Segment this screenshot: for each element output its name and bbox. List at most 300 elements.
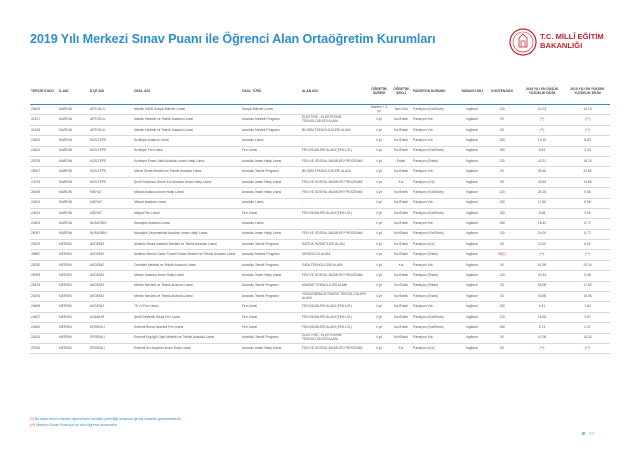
table-cell: 24.23 — [519, 105, 565, 115]
table-cell: Pansiyon (Erkek) — [412, 292, 459, 302]
table-row — [30, 292, 610, 302]
table-cell: Pansiyon (Kız/Erkek) — [412, 323, 459, 333]
table-cell: 4 yıl — [368, 271, 390, 281]
table-cell: Pansiyon (Kız) — [412, 177, 459, 187]
table-cell: Kız — [390, 260, 412, 270]
column-header: İL ADI — [58, 78, 89, 105]
table-cell: Midyat Anadolu Lisesi — [133, 198, 241, 208]
table-cell: FEN BİLİMLERİ ALANI (FEN LİS.) — [301, 323, 368, 333]
table-cell: 24607 — [30, 312, 58, 322]
table-cell: MARDİN — [58, 105, 89, 115]
table-cell: 4 yıl — [368, 281, 390, 291]
table-cell: FEN VE SOSYAL BİLİMLER PROGRAMI — [301, 229, 368, 239]
table-cell: 50 — [485, 125, 519, 135]
table-cell: 24812 — [30, 146, 58, 156]
table-cell: Pansiyon (Kız) — [412, 343, 459, 353]
table-cell: Pansiyon Yok — [412, 302, 459, 312]
table-cell: Kız/Erkek — [390, 292, 412, 302]
column-header: İLÇE ADI — [89, 78, 133, 105]
table-cell: 4 yıl — [368, 229, 390, 239]
table-row — [30, 156, 610, 166]
table-cell: KIZILTEPE — [89, 167, 133, 177]
table-cell: Erdemli Borsa İstanbul Fen Lisesi — [133, 323, 241, 333]
table-cell: Sosyal Bilimler Lisesi — [241, 105, 301, 115]
table-cell: 150 — [485, 146, 519, 156]
table-cell: MERSİN — [58, 271, 89, 281]
table-cell: 150 — [485, 219, 519, 229]
table-cell: MERSİN — [58, 312, 89, 322]
table-cell: FEN BİLİMLERİ ALANI (FEN LİS.) — [301, 312, 368, 322]
table-cell: Tam Gün — [390, 105, 412, 115]
table-cell: Kız/Erkek — [390, 136, 412, 146]
table-cell: MERSİN — [58, 281, 89, 291]
table-cell: Anadolu Lisesi — [241, 198, 301, 208]
table-row — [30, 177, 610, 187]
table-cell: Kız/Erkek — [390, 312, 412, 322]
table-cell: MARDİN — [58, 208, 89, 218]
table-row — [30, 167, 610, 177]
table-cell: 34.44 — [519, 271, 565, 281]
table-row — [30, 323, 610, 333]
table-cell: 17.60 — [519, 198, 565, 208]
table-cell: 31517 — [30, 115, 58, 125]
table-cell: NUSAYBİN — [89, 229, 133, 239]
table-cell: Fen Lisesi — [241, 146, 301, 156]
table-cell: Şehit Seyitmus Demir Kız Anadolu İmam Hatip Lisesi — [133, 177, 241, 187]
table-cell: 25793 — [30, 156, 58, 166]
table-cell: MARDİN — [58, 229, 89, 239]
table-cell: 53.68 — [519, 292, 565, 302]
table-cell: İngilizce — [459, 219, 485, 229]
table-cell: (**) — [519, 115, 565, 125]
table-cell: 55.98 — [519, 281, 565, 291]
table-cell: 25229 — [30, 240, 58, 250]
table-cell: 18.42 — [519, 219, 565, 229]
table-cell: - — [301, 219, 368, 229]
table-cell: 24.00 — [519, 229, 565, 239]
table-cell: Anadolu Meslek Programı — [241, 115, 301, 125]
table-cell: 4 yıl — [368, 302, 390, 312]
column-header: YABANCI DİLİ — [459, 78, 485, 105]
table-cell: ELEKTRİK - ELEKTRONİK TEKNOLOJİLERİ ALANI — [301, 333, 368, 343]
column-header: ALAN ADI — [301, 78, 368, 105]
table-cell: 90(*) — [485, 250, 519, 260]
table-cell: Midyat Fen Lisesi — [133, 208, 241, 218]
table-cell: 4 yıl — [368, 208, 390, 218]
table-cell: 25402 — [30, 105, 58, 115]
table-cell: 15.20 — [565, 333, 610, 343]
table-cell: 120 — [485, 271, 519, 281]
table-cell: ANAMUR — [89, 312, 133, 322]
table-cell: Midyat Anadolu İmam Hatip Lisesi — [133, 188, 241, 198]
table-cell: ERDEMLİ — [89, 333, 133, 343]
table-cell: DENİZCİLİK ALANI — [301, 250, 368, 260]
table-cell: İngilizce — [459, 115, 485, 125]
table-cell: İngilizce — [459, 260, 485, 270]
table-cell: 1.63 — [565, 302, 610, 312]
table-cell: Anadolu İmam Hatip Lisesi — [241, 177, 301, 187]
table-cell: Pansiyon Yok — [412, 136, 459, 146]
table-cell: FEN VE SOSYAL BİLİMLER PROGRAMI — [301, 156, 368, 166]
table-row — [30, 240, 610, 250]
table-cell: Kız/Erkek — [390, 281, 412, 291]
table-cell: KIZILTEPE — [89, 177, 133, 187]
table-cell: Pansiyon Yok — [412, 167, 459, 177]
column-header: OKUL ADI — [133, 78, 241, 105]
column-header: KONTENJANI — [485, 78, 519, 105]
ministry-logo-icon — [508, 25, 538, 59]
table-cell: 4 yıl — [368, 156, 390, 166]
table-cell: Anadolu Teknik Programı — [241, 292, 301, 302]
table-cell: Pansiyon (Kız/Erkek) — [412, 146, 459, 156]
table-cell: İngilizce — [459, 302, 485, 312]
table-cell: Anadolu Lisesi — [241, 136, 301, 146]
page-marker-icon — [582, 432, 585, 435]
table-cell: Akdeniz Borsa İstanbul Mesleki ve Teknik Anadolu Lisesi — [133, 240, 241, 250]
table-cell: Anadolu İmam Hatip Lisesi — [241, 188, 301, 198]
table-cell: 4 yıl — [368, 115, 390, 125]
column-header: 2019 YILI EN YÜKSEK YÜZDELİK DİLİM — [565, 78, 610, 105]
table-cell: 8.73 — [519, 323, 565, 333]
table-cell: FEN VE SOSYAL BİLİMLER PROGRAMI — [301, 177, 368, 187]
table-cell: İngilizce — [459, 208, 485, 218]
table-cell: 150 — [485, 302, 519, 312]
table-cell: (**) — [519, 250, 565, 260]
table-cell: 30 — [485, 240, 519, 250]
table-cell: 4 yıl — [368, 198, 390, 208]
table-cell: İngilizce — [459, 177, 485, 187]
table-row — [30, 208, 610, 218]
table-cell: 4 yıl — [368, 260, 390, 270]
table-cell: Anadolu Meslek Programı — [241, 125, 301, 135]
table-cell: İngilizce — [459, 312, 485, 322]
table-cell: MARDİN — [58, 125, 89, 135]
table-cell: BİLİŞİM TEKNOLOJİLERİ ALANI — [301, 167, 368, 177]
table-cell: AKDENİZ — [89, 240, 133, 250]
table-cell: İngilizce — [459, 271, 485, 281]
table-cell: MERSİN — [58, 323, 89, 333]
table-cell: İngilizce — [459, 125, 485, 135]
table-cell: 4 yıl — [368, 343, 390, 353]
table-cell: MARDİN — [58, 188, 89, 198]
table-cell: 4 yıl — [368, 333, 390, 343]
table-cell: İngilizce — [459, 167, 485, 177]
page-title: 2019 Yılı Merkezi Sınav Puanı ile Öğrenci Alan Ortaöğretim Kurumları — [30, 32, 436, 46]
ministry-line-2: BAKANLIĞI — [540, 41, 583, 50]
table-cell: (**) — [519, 125, 565, 135]
table-cell: Kızıltepe Ensar Vakfı Anadolu İmam Hatip Lisesi — [133, 156, 241, 166]
table-cell: 4 yıl — [368, 125, 390, 135]
table-cell: Pansiyon (Erkek) — [412, 156, 459, 166]
table-cell: 14.19 — [565, 105, 610, 115]
table-cell: 15.48 — [519, 312, 565, 322]
table-cell: Erkek — [390, 156, 412, 166]
table-cell: Anadolu İmam Hatip Lisesi — [241, 229, 301, 239]
table-cell: KIZILTEPE — [89, 146, 133, 156]
table-cell: 150 — [485, 136, 519, 146]
table-cell: FEN VE SOSYAL BİLİMLER PROGRAMI — [301, 271, 368, 281]
table-row — [30, 260, 610, 270]
table-cell: 75.Yıl Fen Lisesi — [133, 302, 241, 312]
table-row — [30, 312, 610, 322]
table-cell: 25784 — [30, 343, 58, 353]
table-cell: MARDİN — [58, 167, 89, 177]
table-cell: 8.72 — [565, 229, 610, 239]
table-cell: 8.86 — [565, 198, 610, 208]
table-cell: FEN VE SOSYAL BİLİMLER PROGRAMI — [301, 343, 368, 353]
table-cell: Kız/Erkek — [390, 167, 412, 177]
table-cell: - — [301, 136, 368, 146]
table-cell: 24.18 — [519, 188, 565, 198]
table-cell: 6.72 — [565, 219, 610, 229]
table-body — [30, 105, 610, 354]
table-cell: AKDENİZ — [89, 292, 133, 302]
table-cell: 4 yıl — [368, 312, 390, 322]
table-row — [30, 115, 610, 125]
column-header: PANSİYON DURUMU — [412, 78, 459, 105]
table-cell: İngilizce — [459, 198, 485, 208]
table-cell: 60 — [485, 343, 519, 353]
table-cell: Anadolu Lisesi — [241, 219, 301, 229]
table-cell: 120 — [485, 156, 519, 166]
table-cell: İngilizce — [459, 105, 485, 115]
table-cell: Anadolu Teknik Programı — [241, 260, 301, 270]
table-cell: 150 — [485, 208, 519, 218]
table-cell: 61.95 — [519, 260, 565, 270]
table-cell: - — [301, 105, 368, 115]
table-cell: MİDYAT — [89, 188, 133, 198]
table-row — [30, 250, 610, 260]
table-cell: MERSİN — [58, 250, 89, 260]
table-cell: Kız/Erkek — [390, 219, 412, 229]
table-cell: 4 yıl — [368, 188, 390, 198]
table-cell: AKDENİZ — [89, 281, 133, 291]
table-cell: Akdeniz Mersin Deniz Ticaret Odası Mesleki ve Teknik Anadolu Lisesi — [133, 250, 241, 260]
table-cell: 24612 — [30, 208, 58, 218]
table-cell: Kız/Erkek — [390, 302, 412, 312]
table-cell: Mardin Mesleki ve Teknik Anadolu Lisesi — [133, 125, 241, 135]
table-cell: 25234 — [30, 292, 58, 302]
table-row — [30, 271, 610, 281]
table-cell: AKDENİZ — [89, 271, 133, 281]
table-cell: Pansiyon (Kız) — [412, 240, 459, 250]
ministry-line-1: T.C. MİLLÎ EĞİTİM — [540, 32, 604, 41]
table-cell: GIDA TEKNOLOJİSİ ALANI — [301, 260, 368, 270]
table-cell: Hazırlık + 4 yıl — [368, 105, 390, 115]
column-header: 2019 YILI EN DÜŞÜK YÜZDELİK DİLİM — [519, 78, 565, 105]
table-cell: 8.89 — [565, 136, 610, 146]
table-cell: 4 yıl — [368, 177, 390, 187]
table-row — [30, 188, 610, 198]
table-cell: Şehit Seyfettin Altıok Fen Lisesi — [133, 312, 241, 322]
table-cell: Kız — [390, 343, 412, 353]
table-cell: MARDİN — [58, 146, 89, 156]
table-cell: Kız/Erkek — [390, 271, 412, 281]
table-cell: 25527 — [30, 167, 58, 177]
page-footer — [582, 431, 594, 436]
table-cell: 90 — [485, 177, 519, 187]
table-cell: Nusaybin Anadolu Lisesi — [133, 219, 241, 229]
table-cell: Pansiyon Yok — [412, 333, 459, 343]
table-cell: AKDENİZ — [89, 250, 133, 260]
table-cell: 30 — [485, 292, 519, 302]
table-cell: 3.43 — [565, 146, 610, 156]
table-cell: 30 — [485, 281, 519, 291]
table-cell: Pansiyon (Kız/Erkek) — [412, 208, 459, 218]
table-cell: ELEKTRİK - ELEKTRONİK TEKNOLOJİLERİ ALANI — [301, 115, 368, 125]
table-cell: Anadolu Teknik Programı — [241, 281, 301, 291]
table-cell: 4 yıl — [368, 219, 390, 229]
table-cell: 8.58 — [519, 208, 565, 218]
page-number: 97 — [589, 431, 595, 436]
table-cell: 5.48 — [565, 271, 610, 281]
table-cell: (**) — [565, 125, 610, 135]
table-cell: MERSİN — [58, 292, 89, 302]
table-row — [30, 281, 610, 291]
table-cell: Kız/Erkek — [390, 115, 412, 125]
table-cell: 17.53 — [565, 281, 610, 291]
table-cell: Pansiyon Yok — [412, 260, 459, 270]
table-cell: 47.08 — [519, 333, 565, 343]
table-cell: MERSİN — [58, 333, 89, 343]
table-cell: - — [301, 198, 368, 208]
table-cell: 120 — [485, 188, 519, 198]
table-header-row — [30, 78, 610, 105]
table-cell: Kız/Erkek — [390, 333, 412, 343]
footnote-1-text: Bu alanı tercih edecek öğrencilerin mesleki yeterliliği sınavına girmiş olmaları gerekmektedir. — [33, 417, 182, 421]
table-cell: 4 yıl — [368, 146, 390, 156]
table-cell: 2.37 — [565, 323, 610, 333]
table-cell: ARTUKLU — [89, 125, 133, 135]
table-cell: 25.34 — [565, 260, 610, 270]
table-cell: İngilizce — [459, 343, 485, 353]
table-cell: Pansiyon (Kız/Erkek) — [412, 188, 459, 198]
table-cell: MAKİNE TEKNOLOJİSİ ALANI — [301, 281, 368, 291]
footnotes — [30, 416, 182, 428]
table-cell: 24640 — [30, 323, 58, 333]
table-cell: Fen Lisesi — [241, 323, 301, 333]
table-cell: Kız/Erkek — [390, 198, 412, 208]
table-cell: MARDİN — [58, 198, 89, 208]
ministry-name — [540, 32, 604, 50]
table-cell: İngilizce — [459, 229, 485, 239]
table-cell: 5.58 — [565, 188, 610, 198]
footnote-1-marker: (*) — [30, 417, 34, 421]
table-cell: 43.31 — [519, 156, 565, 166]
table-cell: Kız/Erkek — [390, 250, 412, 260]
table-cell: 30 — [485, 260, 519, 270]
table-cell: Pansiyon (Kız/Erkek) — [412, 312, 459, 322]
table-cell: 33.64 — [519, 177, 565, 187]
table-cell: 26098 — [30, 188, 58, 198]
table-cell: MARDİN — [58, 177, 89, 187]
table-cell: Kızıltepe Anadolu Lisesi — [133, 136, 241, 146]
table-cell: 25233 — [30, 281, 58, 291]
footnote-2-text: Merkezi Sınav Puanıyla bu okul öğrenci alınacaktır. — [35, 423, 118, 427]
table-cell: (**) — [565, 115, 610, 125]
table-cell: MARDİN — [58, 156, 89, 166]
table-cell: 30887 — [30, 250, 58, 260]
schools-table — [30, 78, 610, 354]
table-cell: Erdemli Kız Anadolu İmam Hatip Lisesi — [133, 343, 241, 353]
table-cell: 4.41 — [519, 302, 565, 312]
column-header: ÖĞRETİM SÜRESİ — [368, 78, 390, 105]
table-row — [30, 343, 610, 353]
table-cell: Kız/Erkek — [390, 323, 412, 333]
table-cell: BİLİŞİM TEKNOLOJİLERİ ALANI — [301, 125, 368, 135]
table-cell: 15.10 — [519, 136, 565, 146]
table-cell: Pansiyon (Erkek) — [412, 271, 459, 281]
table-cell: İngilizce — [459, 146, 485, 156]
table-cell: ARTUKLU — [89, 115, 133, 125]
column-header: OKUL TÜRÜ — [241, 78, 301, 105]
column-header: ÖĞRETİM ŞEKLİ — [390, 78, 412, 105]
table-cell: Anadolu Meslek Programı — [241, 250, 301, 260]
table-cell: ERDEMLİ — [89, 343, 133, 353]
table-row — [30, 302, 610, 312]
table-cell: 4 yıl — [368, 323, 390, 333]
table-cell: FEN BİLİMLERİ ALANI (FEN LİS.) — [301, 146, 368, 156]
table-row — [30, 125, 610, 135]
table-cell: MARDİN — [58, 219, 89, 229]
table-row — [30, 333, 610, 343]
table-cell: KIZILTEPE — [89, 136, 133, 146]
table-cell: 24794 — [30, 177, 58, 187]
table-cell: MERSİN — [58, 302, 89, 312]
table-cell: Kız/Erkek — [390, 188, 412, 198]
table-cell: Erdemli Ergöğlü Ogel Mesleki ve Teknik Anadolu Lisesi — [133, 333, 241, 343]
table-cell: Fen Lisesi — [241, 208, 301, 218]
table-cell: 25099 — [30, 271, 58, 281]
table-cell: 150 — [485, 323, 519, 333]
table-cell: Pansiyon Yok — [412, 198, 459, 208]
table-cell: 120 — [485, 229, 519, 239]
table-cell: Mersin Mesleki ve Teknik Anadolu Lisesi — [133, 281, 241, 291]
table-cell: Kız/Erkek — [390, 125, 412, 135]
table-cell: FEN VE SOSYAL BİLİMLER PROGRAMI — [301, 188, 368, 198]
table-cell: 26097 — [30, 229, 58, 239]
table-row — [30, 219, 610, 229]
table-cell: 150 — [485, 198, 519, 208]
table-cell: İngilizce — [459, 323, 485, 333]
table-cell: 25230 — [30, 260, 58, 270]
table-cell: 8.01 — [565, 240, 610, 250]
table-cell: AKDENİZ — [89, 302, 133, 312]
table-cell: FEN BİLİMLERİ ALANI (FEN LİS.) — [301, 208, 368, 218]
table-cell: 24403 — [30, 219, 58, 229]
table-cell: Kızıltepe Fen Lisesi — [133, 146, 241, 156]
table-cell: Fen Lisesi — [241, 312, 301, 322]
table-row — [30, 136, 610, 146]
table-cell: YENİLENEBİLİR ENERJİ TEKNOLOJİLERİ ALANI — [301, 292, 368, 302]
footnote-2 — [30, 422, 182, 428]
table-cell: 25243 — [30, 333, 58, 343]
table-cell: KIZILTEPE — [89, 156, 133, 166]
table-cell: İngilizce — [459, 136, 485, 146]
table-cell: (**) — [565, 343, 610, 353]
footnote-2-marker: (**) — [30, 423, 36, 427]
table-row — [30, 105, 610, 115]
table-cell: 30 — [485, 333, 519, 343]
table-cell: 16.56 — [565, 292, 610, 302]
table-cell: 24608 — [30, 302, 58, 312]
table-cell: FEN BİLİMLERİ ALANI (FEN LİS.) — [301, 302, 368, 312]
table-cell: MERSİN — [58, 260, 89, 270]
table-cell: Kız — [390, 177, 412, 187]
table-cell: Cemilser Mesleki ve Teknik Anadolu Lisesi — [133, 260, 241, 270]
table-row — [30, 229, 610, 239]
table-cell: 4 yıl — [368, 136, 390, 146]
